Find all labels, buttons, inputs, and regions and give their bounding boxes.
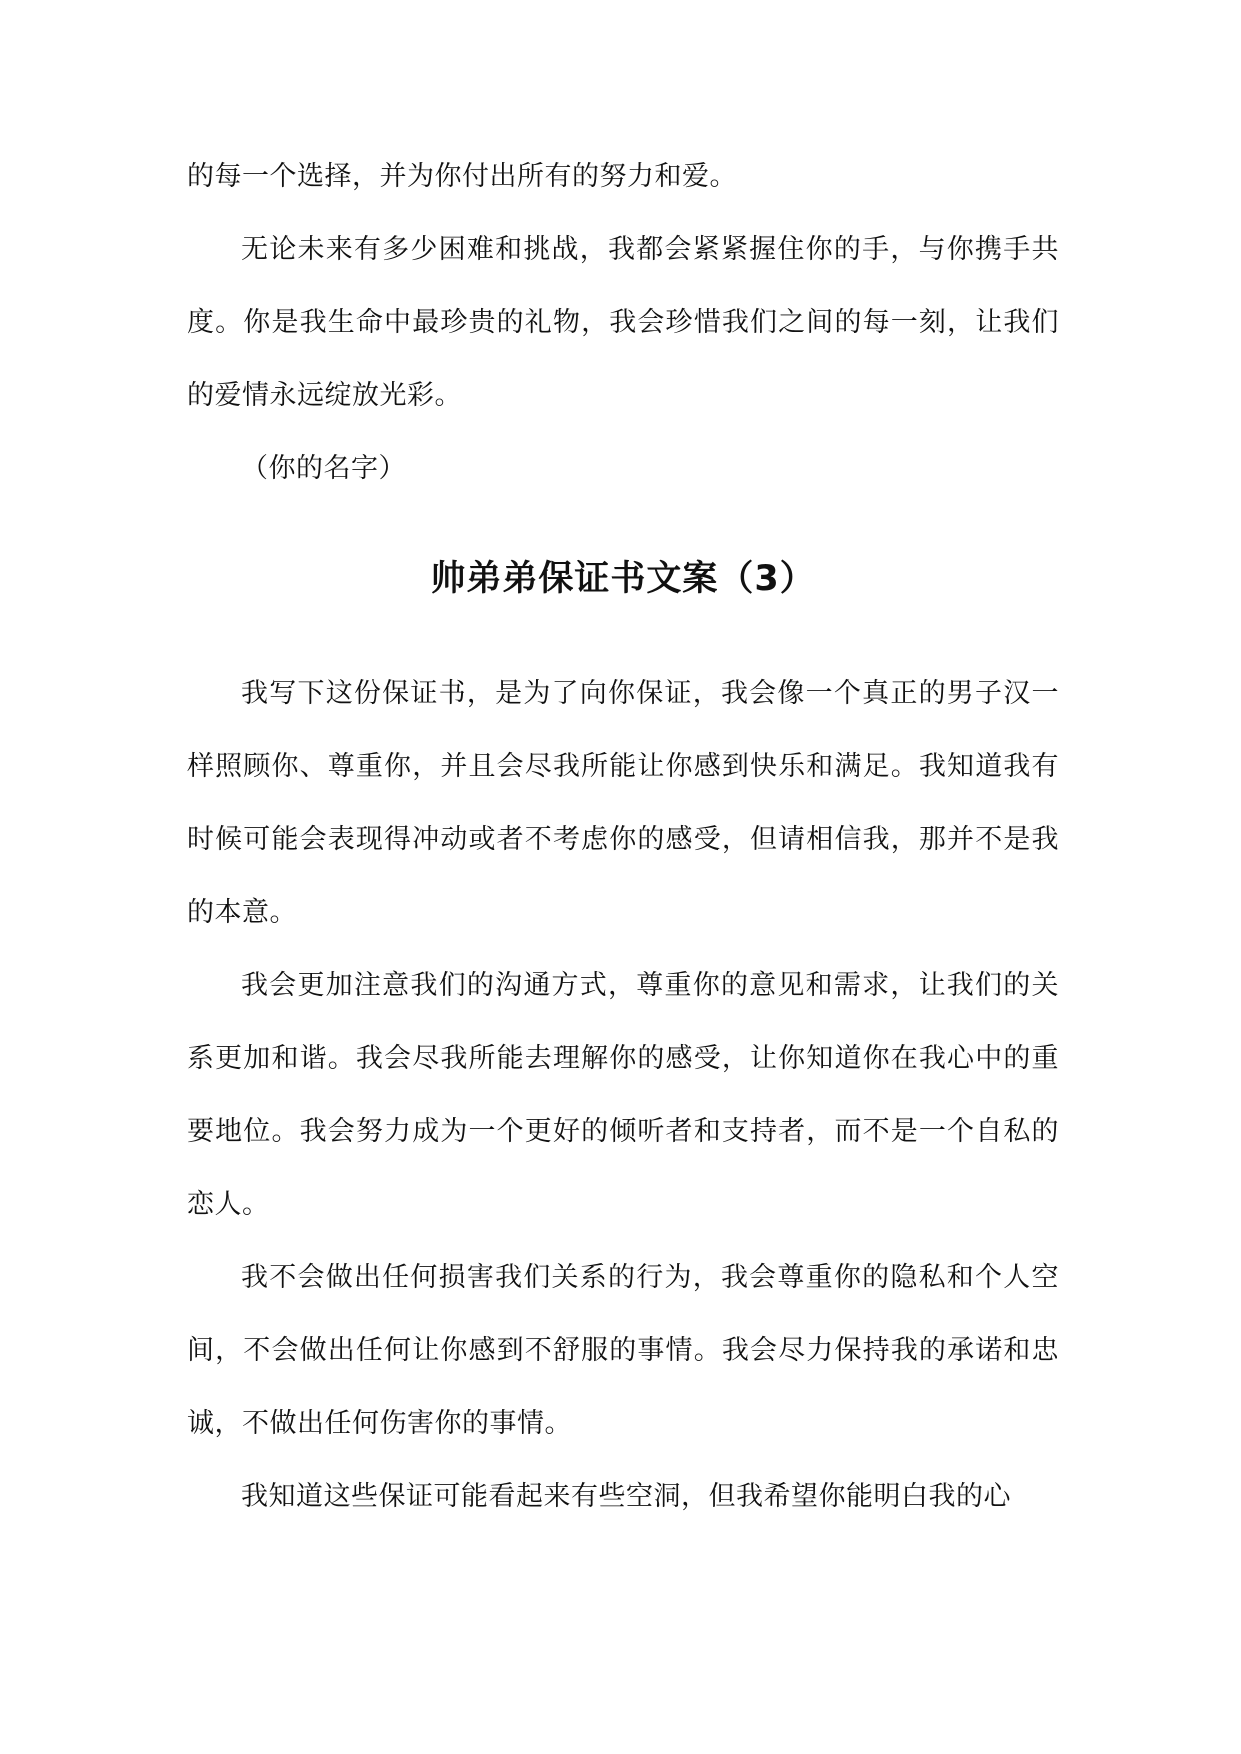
signature-placeholder: （你的名字）	[241, 453, 406, 484]
document-body	[187, 140, 1059, 1533]
paragraph: 我不会做出任何损害我们关系的行为，我会尊重你的隐私和个人空间，不会做出任何让你感到不舒服的事情。我会尽力保持我的承诺和忠诚，不做出任何伤害你的事情。	[187, 1262, 1059, 1439]
paragraph: 我知道这些保证可能看起来有些空洞，但我希望你能明白我的心	[241, 1481, 1011, 1512]
section-title: 帅弟弟保证书文案（3）	[430, 559, 816, 599]
paragraph: 我会更加注意我们的沟通方式，尊重你的意见和需求，让我们的关系更加和谐。我会尽我所能去理解你的感受，让你知道你在我心中的重要地位。我会努力成为一个更好的倾听者和支持者，而不是一个自私的恋人。	[187, 970, 1059, 1220]
paragraph: 我写下这份保证书，是为了向你保证，我会像一个真正的男子汉一样照顾你、尊重你，并且会尽我所能让你感到快乐和满足。我知道我有时候可能会表现得冲动或者不考虑你的感受，但请相信我，那并不是我的本意。	[187, 678, 1059, 928]
paragraph-continuation: 的每一个选择，并为你付出所有的努力和爱。	[187, 161, 737, 192]
paragraph: 无论未来有多少困难和挑战，我都会紧紧握住你的手，与你携手共度。你是我生命中最珍贵的礼物，我会珍惜我们之间的每一刻，让我们的爱情永远绽放光彩。	[187, 234, 1059, 411]
